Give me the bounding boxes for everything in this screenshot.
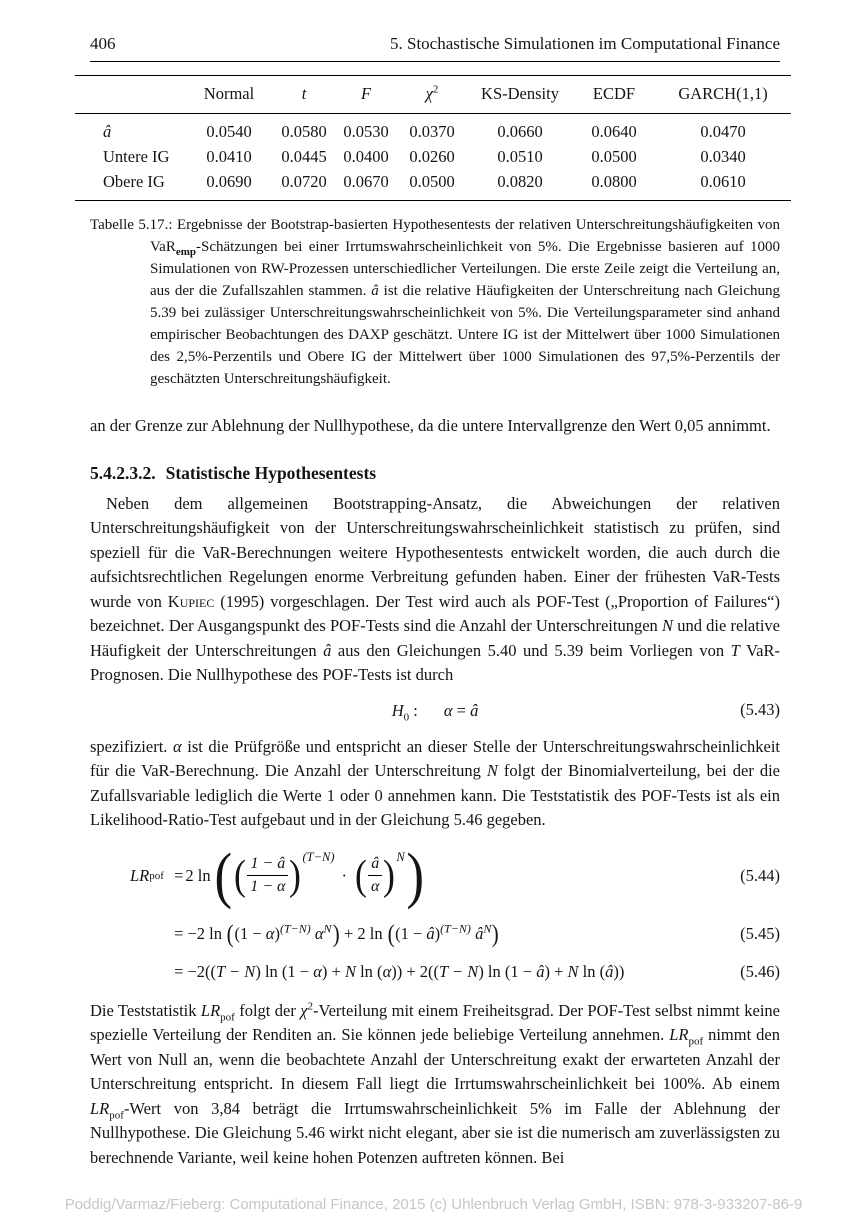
table-cell: 0.0720 (281, 171, 327, 191)
equation-number-5-44: (5.44) (740, 865, 780, 885)
column-header-ecdf: ECDF (573, 76, 655, 114)
table-cell: 0.0800 (591, 171, 637, 191)
row-label-untere-ig: Untere IG (103, 146, 170, 166)
running-title: 5. Stochastische Simulationen im Computational Finance (389, 34, 780, 53)
table-cell: 0.0400 (343, 146, 389, 166)
table-row (75, 144, 791, 169)
table-cell: 0.0660 (497, 121, 543, 141)
table-cell: 0.0670 (343, 171, 389, 191)
table-cell: 0.0510 (497, 146, 543, 166)
paragraph-teststatistik: Die Teststatistik $LR_{pof}$ folgt der $\chi^2$-Verteilung mit einem Freiheitsgrad. Der POF-Test selbst nimmt keine spezielle Verteilung der Renditen an. Sie können jede beliebige Verteilung annehmen. $LR_{pof}$ nimmt den Wert von Null an, wenn die beobachtete Anzahl der Unterschreitung exakt der erwarteten Anzahl der Unterschreitung entspricht. In diesem Fall liegt die Irrtumswahrscheinlichkeit bei 100%. Ab einem $LR_{pof}$-Wert von 3,84 beträgt die Irrtumswahrscheinlichkeit 5% im Falle der Ablehnung der Nullhypothese. Die Gleichung 5.46 wirkt nicht elegant, aber sie ist die numerisch am zuverlässigsten zu berechnende Variante, weil keine hohen Potenzen auftreten können. Bei (90, 1000, 781, 1167)
table-cell: 0.0410 (206, 146, 252, 166)
table-row (75, 169, 791, 201)
column-header-chi-squared: $\chi^2$ (397, 76, 467, 114)
column-header-ks-density: KS-Density (467, 76, 573, 114)
table-cell: 0.0500 (591, 146, 637, 166)
row-label-a-hat: â (103, 121, 112, 141)
section-number: 5.4.2.3.2. (90, 462, 156, 483)
table-cell: 0.0580 (281, 121, 327, 141)
table-cell: 0.0340 (700, 146, 746, 166)
results-table (75, 75, 791, 201)
table-header-row (75, 76, 791, 114)
table-cell: 0.0610 (700, 171, 746, 191)
paragraph-pof-intro: Neben dem allgemeinen Bootstrapping-Ansatz, die Abweichungen der relativen Unterschreitungshäufigkeit von der Unterschreitungswahrscheinlichkeit statistisch zu prüfen, sind speziell für die VaR-Berechnungen weitere Hypothesentests entwickelt worden, die auch durch die aufsichtsrechtlichen Regelungen enorme Verbreitung gefunden haben. Einer der frühesten VaR-Tests wurde von Kupiec (1995) vorgeschlagen. Der Test wird auch als POF-Test („Proportion of Failures“) bezeichnet. Der Ausgangspunkt des POF-Tests sind die Anzahl der Unterschreitungen N und die relative Häufigkeit der Unterschreitungen â aus den Gleichungen 5.40 und 5.39 beim Vorliegen von T VaR-Prognosen. Die Nullhypothese des POF-Tests ist durch (90, 493, 780, 684)
equation-block-lr-pof (130, 841, 780, 987)
paragraph-pruefgroesse: spezifiziert. α ist die Prüfgröße und entspricht an dieser Stelle der Unterschreitungswahrscheinlichkeit für die VaR-Berechnung. Die Anzahl der Unterschreitung N folgt der Binomialverteilung, bei der die Zufallsvariable lediglich die Werte 1 oder 0 annehmen kann. Die Teststatistik des POF-Tests ist als ein Likelihood-Ratio-Test aufgebaut und in der Gleichung 5.46 gegeben. (90, 736, 780, 829)
table-cell: 0.0690 (206, 171, 252, 191)
row-label-obere-ig: Obere IG (103, 171, 165, 191)
equation-5-44-lhs: LR pof (130, 865, 164, 885)
running-head (90, 34, 780, 62)
footer-copyright: Poddig/Varmaz/Fieberg: Computational Finance, 2015 (c) Uhlenbruch Verlag GmbH, ISBN: 978-3-933207-86-9 (64, 1196, 803, 1213)
fraction-2: $\frac{â}{\alpha}$ (368, 855, 382, 896)
section-title: Statistische Hypothesentests (165, 462, 377, 483)
exponent-n: N (396, 850, 405, 864)
section-heading (90, 463, 780, 484)
column-header-f: F (335, 76, 397, 114)
table-corner-cell (75, 76, 185, 114)
equation-5-43-body: $H_0$ : α = â (391, 700, 479, 723)
table-caption-text: Ergebnisse der Bootstrap-basierten Hypothesentests der relativen Unterschreitungshäufigkeiten von VaR$_{emp}$-Schätzungen bei einer Irrtumswahrscheinlichkeit von 5%. Die Ergebnisse basieren auf 1000 Simulationen von RW-Prozessen unterschiedlicher Verteilungen. Die erste Zeile zeigt die Verteilung an, aus der die Zufallszahlen stammen. â ist die relative Häufigkeiten der Unterschreitung nach Gleichung 5.39 bei zulässiger Unterschreitungswahrscheinlichkeit von 5%. Die Verteilungsparameter sind anhand empirischer Beobachtungen des DAXP geschätzt. Untere IG ist der Mittelwert über 1000 Simulationen des 2,5%-Perzentils und Obere IG der Mittelwert über 1000 Simulationen des 97,5%-Perzentils der geschätzten Unterschreitungshäufigkeit. (150, 217, 781, 387)
paragraph-intervallgrenze: an der Grenze zur Ablehnung der Nullhypothese, da die untere Intervallgrenze den Wert 0,05 annimmt. (90, 416, 771, 435)
table-cell: 0.0470 (700, 121, 746, 141)
column-header-t: t (273, 76, 335, 114)
equation-number-5-43: (5.43) (740, 699, 780, 719)
equation-5-43 (90, 697, 780, 725)
equation-number-5-45: (5.45) (740, 923, 780, 943)
table-cell: 0.0820 (497, 171, 543, 191)
page-number: 406 (90, 34, 116, 53)
table-cell: 0.0445 (281, 146, 327, 166)
table-caption-label: Tabelle 5.17.: (90, 217, 173, 233)
table-cell: 0.0530 (343, 121, 389, 141)
fraction-1: $\frac{1 - â}{1 - \alpha}$ (247, 855, 288, 896)
column-header-normal: Normal (185, 76, 273, 114)
table-cell: 0.0540 (206, 121, 252, 141)
equation-5-46-lhs (130, 957, 174, 987)
table-cell: 0.0370 (409, 121, 455, 141)
equation-5-44: = 2 ln ( ( $\frac{1 - â}{1 - \alpha}$ ) (T−N) · ( $\frac{â}{\alpha}$ ) N ) (5.44) (174, 841, 780, 910)
equation-5-45-lhs (130, 919, 174, 949)
table-cell: 0.0640 (591, 121, 637, 141)
table-cell: 0.0500 (409, 171, 455, 191)
equation-5-46: = −2((T − N) ln (1 − α) + N ln (α)) + 2((T − N) ln (1 − â) + N ln (â)) (5.46) (174, 961, 780, 981)
table-cell: 0.0260 (409, 146, 455, 166)
multiplication-dot: · (341, 865, 348, 885)
equation-5-45: = −2 $\ln ((1 - \alpha)^{(T-N)}$ $\alpha^N) + 2$ ln ((1 − â)$^{(T-N)}$ $â^N$) (5.45) (174, 920, 780, 948)
exponent-t-minus-n: (T−N) (302, 850, 335, 864)
table-caption (90, 214, 780, 390)
results-table-wrapper (75, 75, 780, 201)
equation-number-5-46: (5.46) (740, 961, 780, 981)
table-row (75, 114, 791, 145)
column-header-garch: GARCH(1,1) (655, 76, 791, 114)
